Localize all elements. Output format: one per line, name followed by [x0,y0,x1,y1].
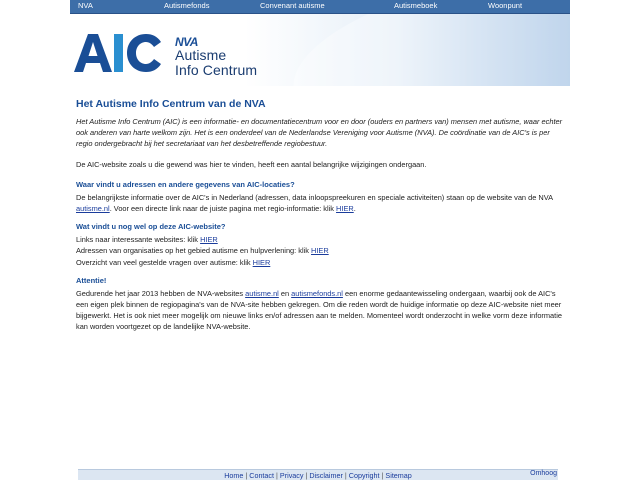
nav-item-convenant[interactable]: Convenant autisme [260,1,325,10]
links-hier-link[interactable]: HIER [200,235,218,245]
intro-paragraph: Het Autisme Info Centrum (AIC) is een informatie- en documentatiecentrum voor en door (ouders en partners van) mensen met autisme, waar echter ook anderen van harte welkom zijn. Het is een onderdeel van de Nederlandse Vereniging voor Autisme (NVA). De coördinatie van de AIC's is per regio ondergebracht bij het secretariaat van het desbetreffende regiobestuur. [76,117,563,149]
footer-disclaimer-link[interactable]: Disclaimer [309,471,343,480]
footer-separator: | [276,471,278,480]
footer-contact-link[interactable]: Contact [249,471,275,480]
top-navigation [70,0,570,14]
back-to-top-link[interactable]: Omhoog [530,470,557,477]
logo-title-line2: Info Centrum [175,62,258,78]
text: Overzicht van veel gestelde vragen over autisme: klik [76,257,253,267]
footer-links [78,471,558,480]
footer-separator: | [381,471,384,480]
autismefonds-nl-link[interactable]: autismefonds.nl [291,288,343,298]
text: en [278,288,292,298]
text: een enorme gedaantewisseling ondergaan, waarbij ook de AIC's een eigen plek binnen de regiopagina's van de NVA-site hebben gekregen. Om die reden wordt de huidige informatie op deze AIC-website niet meer bijgewerkt. Het is ook niet meer mogelijk om nieuwe links en/of adressen aan te melden. Momenteel wordt onderzocht in welke vorm deze informatie kan worden voortgezet op de landelijke NVA-website. [76,288,562,332]
logo-title-line1: Autisme [175,47,227,63]
logo-nva-text: NVA [175,35,198,49]
footer-copyright-link[interactable]: Copyright [348,471,380,480]
banner-decoration [279,14,570,86]
nav-item-woonpunt[interactable]: Woonpunt [488,1,523,10]
addresses-line [76,245,564,256]
footer-sitemap-link[interactable]: Sitemap [385,471,412,480]
section-attention-heading: Attentie! [76,275,107,285]
faq-hier-link[interactable]: HIER [252,257,271,267]
footer-separator: | [305,471,308,480]
section-locations-heading: Waar vindt u adressen en andere gegevens van AIC-locaties? [76,179,295,189]
section-locations-text [76,192,564,214]
faq-line [76,257,564,268]
section-attention [76,275,564,333]
footer-separator: | [245,471,248,480]
text: . Voor een directe link naar de juiste pagina met regio-informatie: klik [109,204,337,214]
text: Gedurende het jaar 2013 hebben de NVA-websites [76,288,246,298]
autisme-nl-link[interactable]: autisme.nl [245,288,279,298]
text: . [353,204,356,214]
main-content [76,98,564,340]
section-locations [76,179,564,214]
footer-privacy-link[interactable]: Privacy [279,471,304,480]
aic-logo-mark [74,32,164,74]
text: Links naar interessante websites: klik [76,235,201,245]
footer-separator: | [344,471,347,480]
text: Adressen van organisaties op het gebied autisme en hulpverlening: klik [76,246,312,256]
header-banner [70,14,570,86]
footer-home-link[interactable]: Home [224,471,244,480]
page-title: Het Autisme Info Centrum van de NVA [76,98,266,110]
text: De belangrijkste informatie over de AIC's in Nederland (adressen, data inloopspreekuren en speciale activiteiten) staan op de website van de NVA [76,192,553,202]
section-attention-text [76,288,564,333]
section-website-heading: Wat vindt u nog wel op deze AIC-website? [76,222,226,232]
footer [78,469,558,480]
links-line [76,234,564,245]
autisme-nl-link[interactable]: autisme.nl [76,204,110,214]
aic-logo[interactable] [74,32,264,82]
nav-item-autismefonds[interactable]: Autismefonds [164,1,210,10]
addresses-hier-link[interactable]: HIER [311,246,329,256]
nav-item-autismeboek[interactable]: Autismeboek [394,1,438,10]
nav-item-nva[interactable]: NVA [78,1,93,10]
regio-info-hier-link[interactable]: HIER [336,204,354,214]
section-website [76,221,564,268]
changes-paragraph: De AIC-website zoals u die gewend was hier te vinden, heeft een aantal belangrijke wijzigingen ondergaan. [76,159,427,169]
